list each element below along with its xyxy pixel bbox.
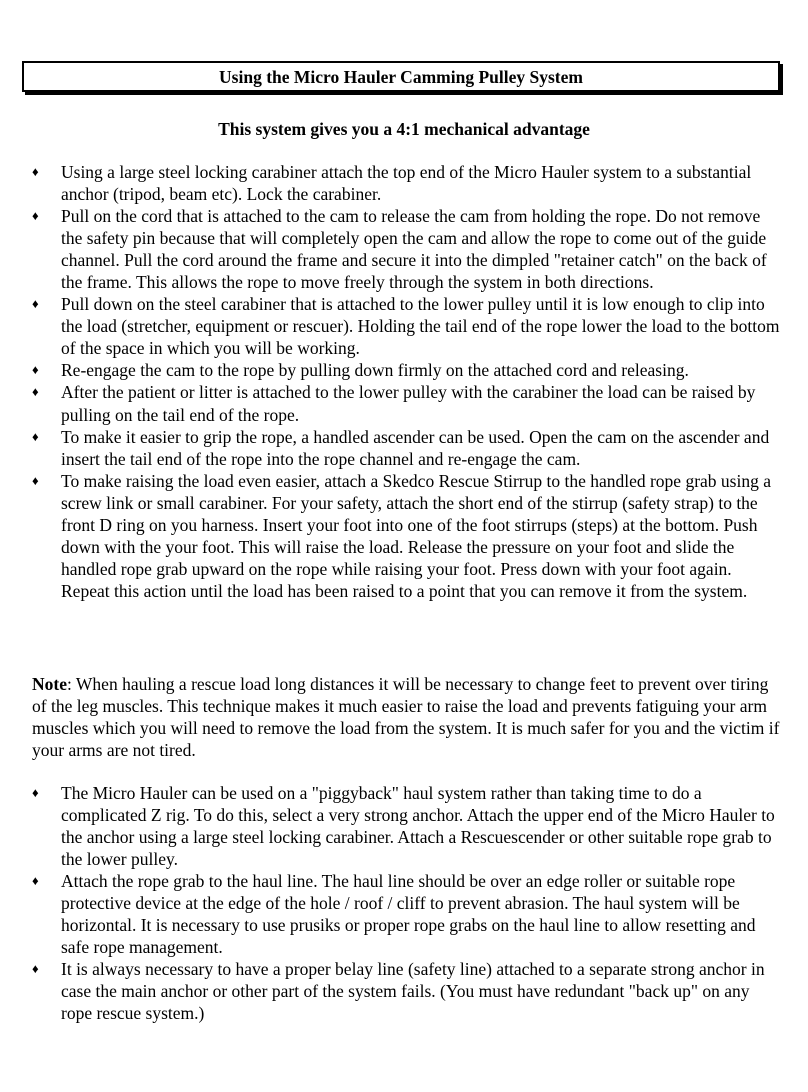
list-item-text: It is always necessary to have a proper belay line (safety line) attached to a separate strong anchor in case the main anchor or other part of the system fails. (You must have redundant "back up" on any rope rescue system.) <box>61 959 765 1024</box>
list-item <box>32 205 782 293</box>
list-item-text: Attach the rope grab to the haul line. The haul line should be over an edge roller or suitable rope protective device at the edge of the hole / roof / cliff to prevent abrasion. The haul system will be horizontal. It is necessary to use prusiks or proper rope grabs on the haul line to allow resetting and safe rope management. <box>61 871 756 958</box>
list-item <box>32 782 782 870</box>
list-item-text: Using a large steel locking carabiner attach the top end of the Micro Hauler system to a substantial anchor (tripod, beam etc). Lock the carabiner. <box>61 162 752 205</box>
list-item-text: After the patient or litter is attached to the lower pulley with the carabiner the load can be raised by pulling on the tail end of the rope. <box>61 382 756 425</box>
page-subtitle: This system gives you a 4:1 mechanical advantage <box>218 119 590 139</box>
list-item <box>32 426 782 470</box>
list-item <box>32 293 782 359</box>
diamond-bullet-icon: ♦ <box>32 164 39 179</box>
note-text: : When hauling a rescue load long distances it will be necessary to change feet to prevent over tiring of the leg muscles. This technique makes it much easier to raise the load and prevents fatiguing your arm muscles which you will need to remove the load from the system. It is much safer for you and the victim if your arms are not tired. <box>32 674 780 761</box>
list-item <box>32 958 782 1024</box>
page-title: Using the Micro Hauler Camming Pulley System <box>22 61 780 92</box>
list-item-text: The Micro Hauler can be used on a "piggyback" haul system rather than taking time to do a complicated Z rig. To do this, select a very strong anchor. Attach the upper end of the Micro Hauler to the anchor using a large steel locking carabiner. Attach a Rescuescender or other suitable rope grab to the lower pulley. <box>61 783 775 870</box>
diamond-bullet-icon: ♦ <box>32 428 39 444</box>
diamond-bullet-icon: ♦ <box>32 384 39 400</box>
instruction-list <box>32 161 782 602</box>
list-item-text: To make raising the load even easier, attach a Skedco Rescue Stirrup to the handled rope grab using a screw link or small carabiner. For your safety, attach the short end of the stirrup (safety strap) to the front D ring on you harness. Insert your foot into one of the foot stirrups (steps) at the bottom. Push down with the your foot. This will raise the load. Release the pressure on your foot and slide the handled rope grab upward on the rope while raising your foot. Press down with your foot again. Repeat this action until the load has been raised to a point that you can remove it from the system. <box>61 470 771 601</box>
diamond-bullet-icon: ♦ <box>32 961 39 977</box>
diamond-bullet-icon: ♦ <box>32 472 39 488</box>
note-paragraph <box>32 673 784 761</box>
list-item <box>32 870 782 958</box>
diamond-bullet-icon: ♦ <box>32 873 39 889</box>
list-item <box>32 470 782 602</box>
diamond-bullet-icon: ♦ <box>32 362 39 378</box>
list-item-text: Pull down on the steel carabiner that is attached to the lower pulley until it is low enough to clip into the load (stretcher, equipment or rescuer). Holding the tail end of the rope lower the load to the bottom of the space in which you will be working. <box>61 294 780 359</box>
diamond-bullet-icon: ♦ <box>32 208 39 224</box>
list-item <box>32 161 782 205</box>
list-item-text: Re-engage the cam to the rope by pulling down firmly on the attached cord and releasing. <box>61 360 689 381</box>
list-item-text: Pull on the cord that is attached to the cam to release the cam from holding the rope. Do not remove the safety pin because that will completely open the cam and allow the rope to come out of the guide channel. Pull the cord around the frame and secure it into the dimpled "retainer catch" on the back of the frame. This allows the rope to move freely through the system in both directions. <box>61 206 767 293</box>
diamond-bullet-icon: ♦ <box>32 296 39 312</box>
diamond-bullet-icon: ♦ <box>32 785 39 800</box>
list-item <box>32 359 782 381</box>
list-item-text: To make it easier to grip the rope, a handled ascender can be used. Open the cam on the ascender and insert the tail end of the rope into the rope channel and re-engage the cam. <box>61 426 770 469</box>
note-label: Note <box>32 674 67 694</box>
list-item <box>32 381 782 425</box>
piggyback-list <box>32 782 782 1025</box>
